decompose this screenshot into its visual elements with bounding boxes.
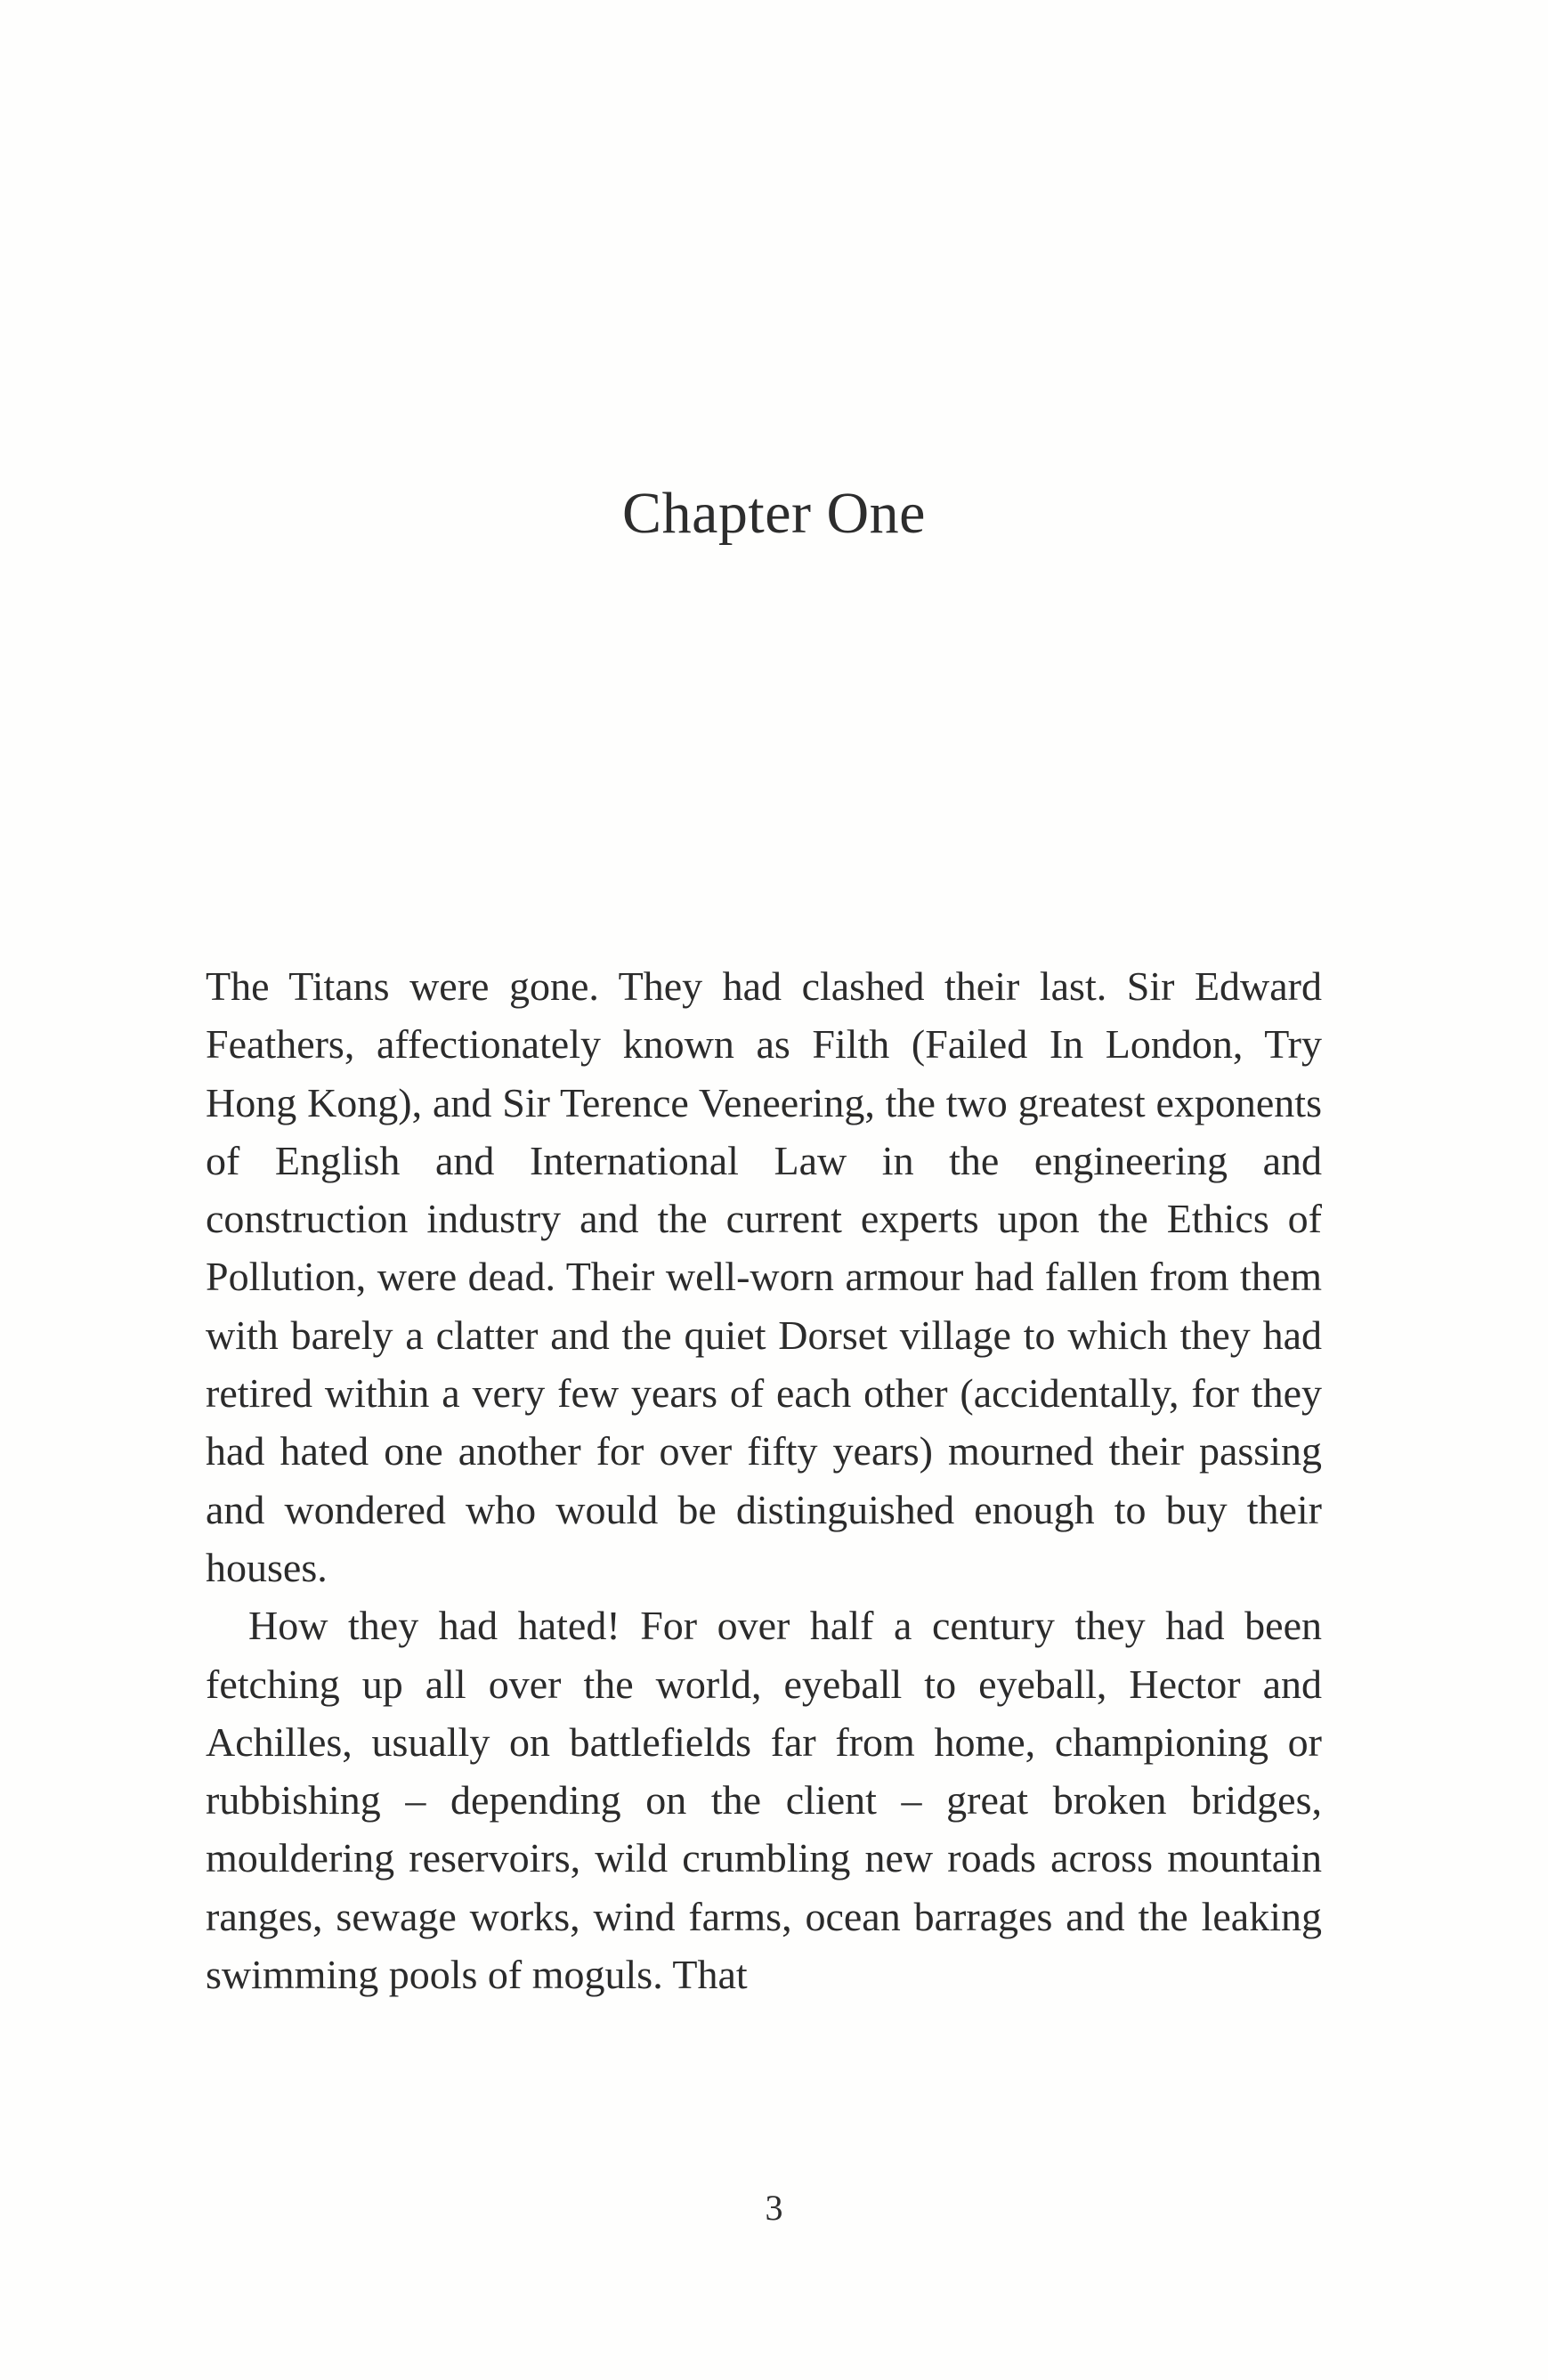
paragraph-1: The Titans were gone. They had clashed their last. Sir Edward Feathers, affectionately known as Filth (Failed In London, Try Hong Kong), and Sir Terence Veneering, the two greatest exponents of English and International Law in the engineering and construction industry and the current experts upon the Ethics of Pollution, were dead. Their well-worn armour had fallen from them with barely a clatter and the quiet Dorset village to which they had retired within a very few years of each other (accidentally, for they had hated one another for over fifty years) mourned their passing and wondered who would be distinguished enough to buy their houses.: [206, 963, 1322, 1590]
paragraph-2: How they had hated! For over half a century they had been fetching up all over the world, eyeball to eyeball, Hector and Achilles, usually on battlefields far from home, championing or rubbishing – depending on the client – great broken bridges, mouldering reservoirs, wild crumbling new roads across mountain ranges, sewage works, wind farms, ocean barrages and the leaking swimming pools of moguls. That: [206, 1603, 1322, 1998]
page-number: 3: [765, 2188, 783, 2228]
chapter-body: [206, 957, 1322, 2003]
chapter-title: Chapter One: [622, 481, 926, 546]
